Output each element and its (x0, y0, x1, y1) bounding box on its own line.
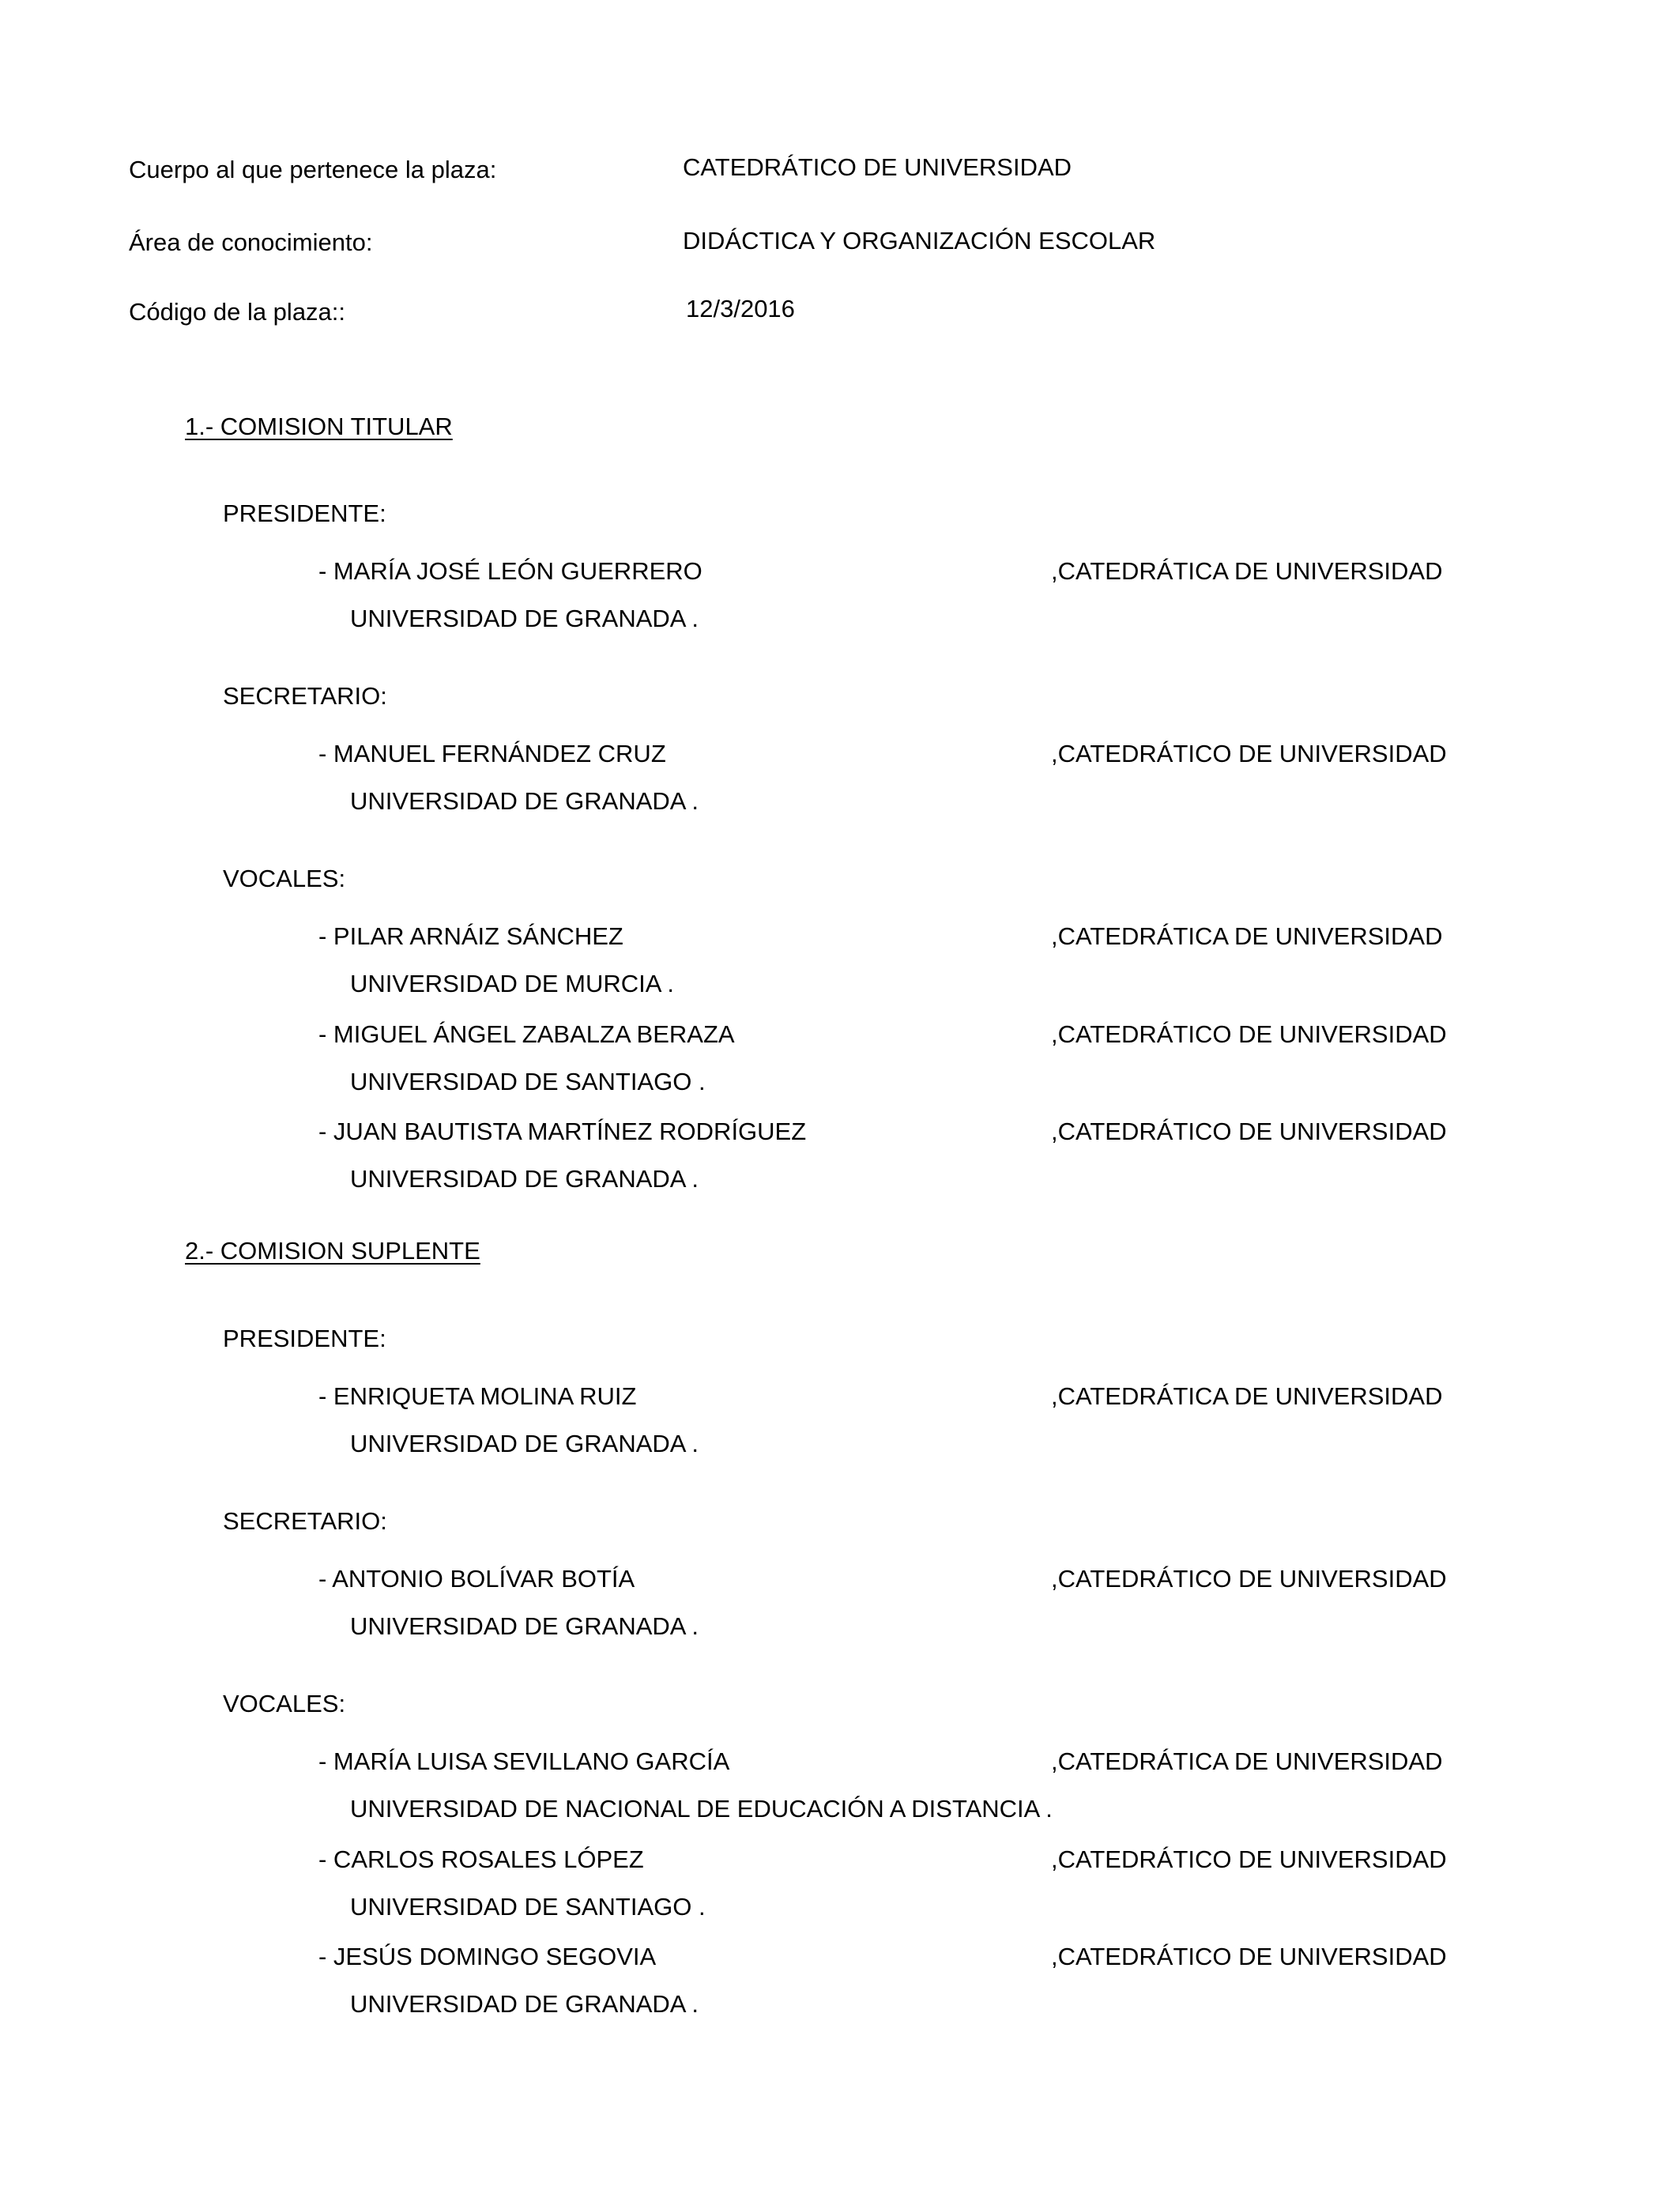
member-name: - JUAN BAUTISTA MARTÍNEZ RODRÍGUEZ (318, 1118, 807, 1145)
member-university: UNIVERSIDAD DE NACIONAL DE EDUCACIÓN A DISTANCIA . (350, 1795, 1053, 1823)
area-value: DIDÁCTICA Y ORGANIZACIÓN ESCOLAR (683, 227, 1156, 254)
member-name: - JESÚS DOMINGO SEGOVIA (318, 1943, 657, 1970)
cuerpo-value: CATEDRÁTICO DE UNIVERSIDAD (683, 153, 1072, 181)
member-name: - ENRIQUETA MOLINA RUIZ (318, 1382, 637, 1410)
member-university: UNIVERSIDAD DE GRANADA . (350, 605, 699, 632)
member-rank: ,CATEDRÁTICO DE UNIVERSIDAD (1051, 1020, 1447, 1048)
member-name: - MIGUEL ÁNGEL ZABALZA BERAZA (318, 1020, 735, 1048)
member-name: - MANUEL FERNÁNDEZ CRUZ (318, 740, 666, 767)
member-university: UNIVERSIDAD DE GRANADA . (350, 1990, 699, 2018)
member-rank: ,CATEDRÁTICO DE UNIVERSIDAD (1051, 1118, 1447, 1145)
codigo-value: 12/3/2016 (686, 295, 795, 322)
titular-presidente-label: PRESIDENTE: (223, 499, 386, 527)
suplente-secretario-label: SECRETARIO: (223, 1507, 387, 1535)
member-rank: ,CATEDRÁTICA DE UNIVERSIDAD (1051, 1382, 1443, 1410)
member-university: UNIVERSIDAD DE SANTIAGO . (350, 1068, 706, 1095)
titular-vocales-label: VOCALES: (223, 865, 346, 892)
member-university: UNIVERSIDAD DE GRANADA . (350, 1165, 699, 1193)
member-name: - ANTONIO BOLÍVAR BOTÍA (318, 1565, 635, 1593)
suplente-vocales-label: VOCALES: (223, 1690, 346, 1717)
suplente-section-title: 2.- COMISION SUPLENTE (185, 1237, 480, 1265)
member-name: - CARLOS ROSALES LÓPEZ (318, 1845, 644, 1873)
codigo-label: Código de la plaza:: (129, 298, 346, 326)
member-university: UNIVERSIDAD DE GRANADA . (350, 1612, 699, 1640)
member-rank: ,CATEDRÁTICO DE UNIVERSIDAD (1051, 1943, 1447, 1970)
member-rank: ,CATEDRÁTICO DE UNIVERSIDAD (1051, 1565, 1447, 1593)
member-university: UNIVERSIDAD DE GRANADA . (350, 787, 699, 815)
cuerpo-label: Cuerpo al que pertenece la plaza: (129, 156, 497, 183)
member-rank: ,CATEDRÁTICO DE UNIVERSIDAD (1051, 1845, 1447, 1873)
titular-secretario-label: SECRETARIO: (223, 682, 387, 710)
member-university: UNIVERSIDAD DE SANTIAGO . (350, 1893, 706, 1921)
member-name: - MARÍA JOSÉ LEÓN GUERRERO (318, 557, 703, 585)
titular-section-title: 1.- COMISION TITULAR (185, 413, 453, 440)
member-rank: ,CATEDRÁTICA DE UNIVERSIDAD (1051, 557, 1443, 585)
member-name: - PILAR ARNÁIZ SÁNCHEZ (318, 922, 623, 950)
suplente-presidente-label: PRESIDENTE: (223, 1325, 386, 1352)
member-rank: ,CATEDRÁTICA DE UNIVERSIDAD (1051, 922, 1443, 950)
member-rank: ,CATEDRÁTICO DE UNIVERSIDAD (1051, 740, 1447, 767)
member-rank: ,CATEDRÁTICA DE UNIVERSIDAD (1051, 1747, 1443, 1775)
member-university: UNIVERSIDAD DE MURCIA . (350, 970, 674, 997)
member-name: - MARÍA LUISA SEVILLANO GARCÍA (318, 1747, 730, 1775)
area-label: Área de conocimiento: (129, 228, 373, 256)
member-university: UNIVERSIDAD DE GRANADA . (350, 1430, 699, 1457)
